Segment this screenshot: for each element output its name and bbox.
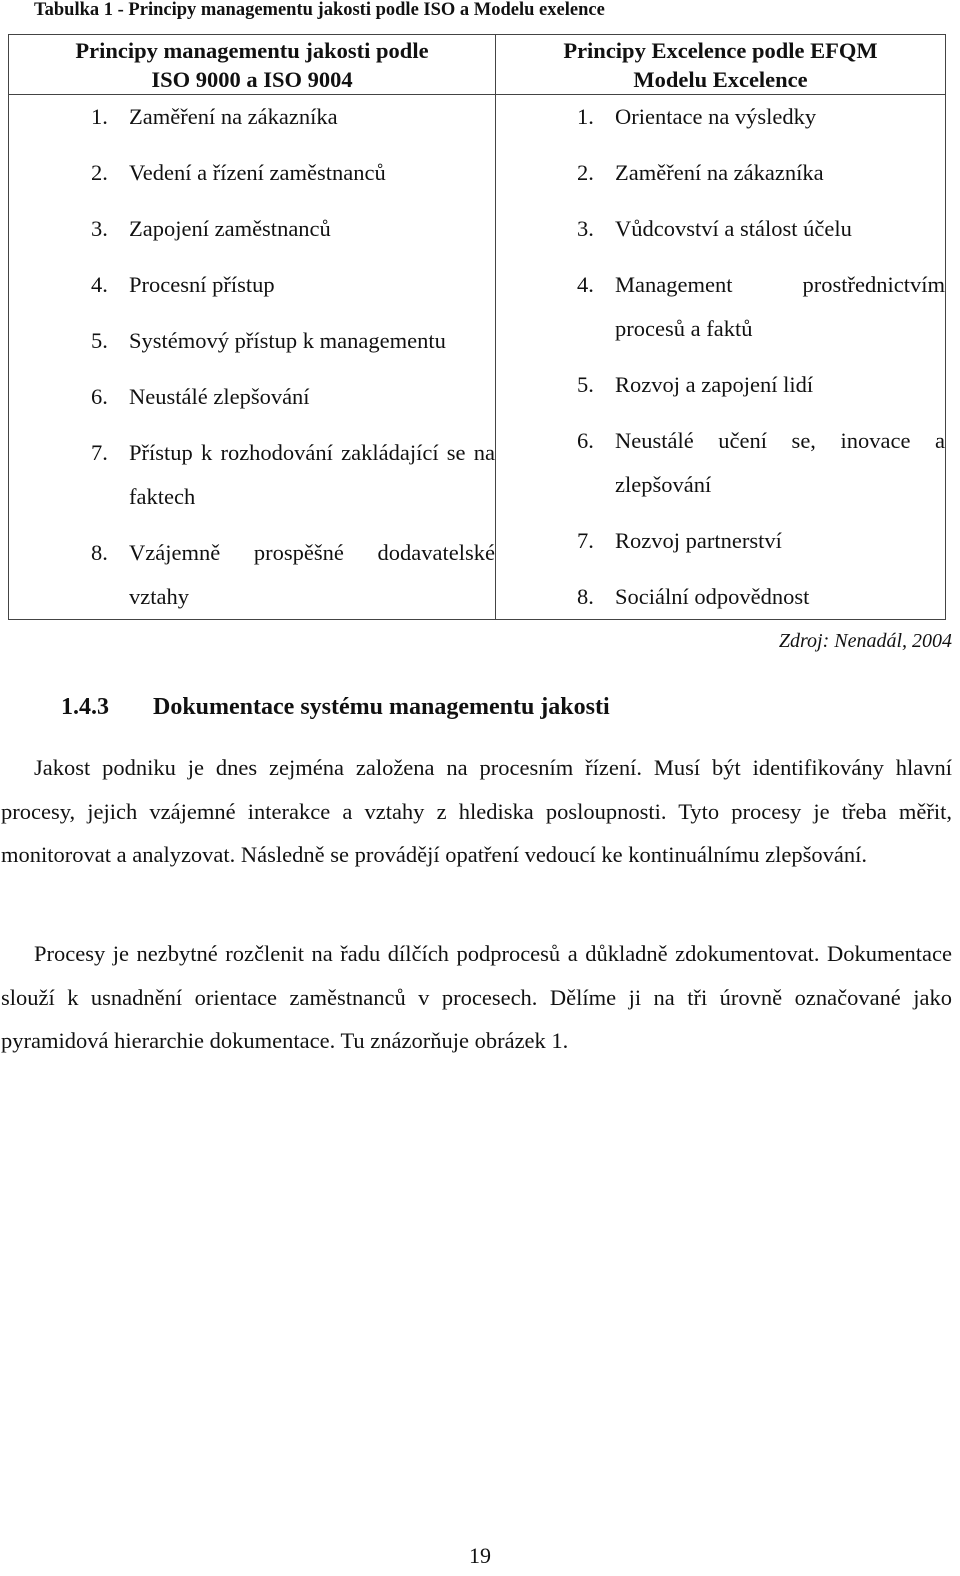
efqm-column-header bbox=[496, 35, 946, 95]
item-text: Rozvoj a zapojení lidí bbox=[615, 372, 814, 397]
list-item bbox=[9, 319, 495, 363]
paragraph: Procesy je nezbytné rozčlenit na řadu dílčích podprocesů a důkladně zdokumentovat. Dokumentace slouží k usnadnění orientace zaměstnanců v procesech. Dělíme ji na tři úrovně označované jako pyramidová hierarchie dokumentace. Tu znázorňuje obrázek 1. bbox=[1, 941, 952, 1053]
item-number: 1. bbox=[91, 104, 108, 129]
item-text: Vůdcovství a stálost účelu bbox=[615, 216, 852, 241]
list-item bbox=[496, 363, 945, 407]
list-item bbox=[9, 151, 495, 195]
efqm-principles-list bbox=[496, 95, 945, 619]
section-number: 1.4.3 bbox=[61, 694, 109, 720]
item-text: Rozvoj partnerství bbox=[615, 528, 782, 553]
list-item bbox=[496, 519, 945, 563]
list-item bbox=[9, 207, 495, 251]
item-text: Neustálé učení se, inovace a zlepšování bbox=[615, 428, 945, 497]
item-number: 2. bbox=[91, 160, 108, 185]
principles-table bbox=[8, 34, 946, 620]
item-number: 6. bbox=[577, 428, 594, 453]
list-item bbox=[496, 207, 945, 251]
item-text: Orientace na výsledky bbox=[615, 104, 817, 129]
iso-principles-cell bbox=[9, 95, 496, 620]
iso-header-line-2: ISO 9000 a ISO 9004 bbox=[151, 67, 353, 92]
item-number: 4. bbox=[91, 272, 108, 297]
item-text: Neustálé zlepšování bbox=[129, 384, 310, 409]
list-item bbox=[9, 263, 495, 307]
item-number: 1. bbox=[577, 104, 594, 129]
item-text: Sociální odpovědnost bbox=[615, 584, 810, 609]
item-number: 8. bbox=[577, 584, 594, 609]
item-text: Systémový přístup k managementu bbox=[129, 328, 446, 353]
item-text: Zapojení zaměstnanců bbox=[129, 216, 331, 241]
list-item bbox=[496, 95, 945, 139]
item-number: 7. bbox=[577, 528, 594, 553]
item-number: 3. bbox=[577, 216, 594, 241]
section-title: Dokumentace systému managementu jakosti bbox=[153, 694, 610, 720]
item-number: 5. bbox=[91, 328, 108, 353]
item-text: Přístup k rozhodování zakládající se na faktech bbox=[129, 440, 495, 509]
list-item bbox=[9, 431, 495, 519]
iso-header-line-1: Principy managementu jakosti podle bbox=[75, 38, 429, 63]
item-text: Vzájemně prospěšné dodavatelské vztahy bbox=[129, 540, 495, 609]
page-number: 19 bbox=[469, 1543, 491, 1568]
efqm-header-line-2: Modelu Excelence bbox=[633, 67, 808, 92]
item-number: 8. bbox=[91, 540, 108, 565]
item-number: 3. bbox=[91, 216, 108, 241]
list-item bbox=[496, 263, 945, 351]
efqm-principles-cell bbox=[496, 95, 946, 620]
iso-principles-list bbox=[9, 95, 495, 619]
list-item bbox=[9, 531, 495, 619]
item-number: 2. bbox=[577, 160, 594, 185]
list-item bbox=[496, 575, 945, 619]
list-item bbox=[496, 419, 945, 507]
item-text: Procesní přístup bbox=[129, 272, 275, 297]
table-caption: Tabulka 1 - Principy managementu jakosti podle ISO a Modelu exelence bbox=[34, 0, 605, 20]
item-number: 7. bbox=[91, 440, 108, 465]
list-item bbox=[9, 375, 495, 419]
item-text: Vedení a řízení zaměstnanců bbox=[129, 160, 386, 185]
paragraph: Jakost podniku je dnes zejména založena na procesním řízení. Musí být identifikovány hlavní procesy, jejich vzájemné interakce a vztahy z hlediska posloupnosti. Tyto procesy je třeba měřit, monitorovat a analyzovat. Následně se provádějí opatření vedoucí ke kontinuálnímu zlepšování. bbox=[1, 755, 952, 867]
item-number: 4. bbox=[577, 272, 594, 297]
item-number: 6. bbox=[91, 384, 108, 409]
efqm-header-line-1: Principy Excelence podle EFQM bbox=[563, 38, 878, 63]
iso-column-header bbox=[9, 35, 496, 95]
item-text: Zaměření na zákazníka bbox=[129, 104, 338, 129]
item-number: 5. bbox=[577, 372, 594, 397]
table-source: Zdroj: Nenadál, 2004 bbox=[778, 630, 952, 652]
section-heading bbox=[61, 694, 610, 721]
item-text: Management prostřednictvím procesů a faktů bbox=[615, 272, 945, 341]
list-item bbox=[496, 151, 945, 195]
item-text: Zaměření na zákazníka bbox=[615, 160, 824, 185]
list-item bbox=[9, 95, 495, 139]
